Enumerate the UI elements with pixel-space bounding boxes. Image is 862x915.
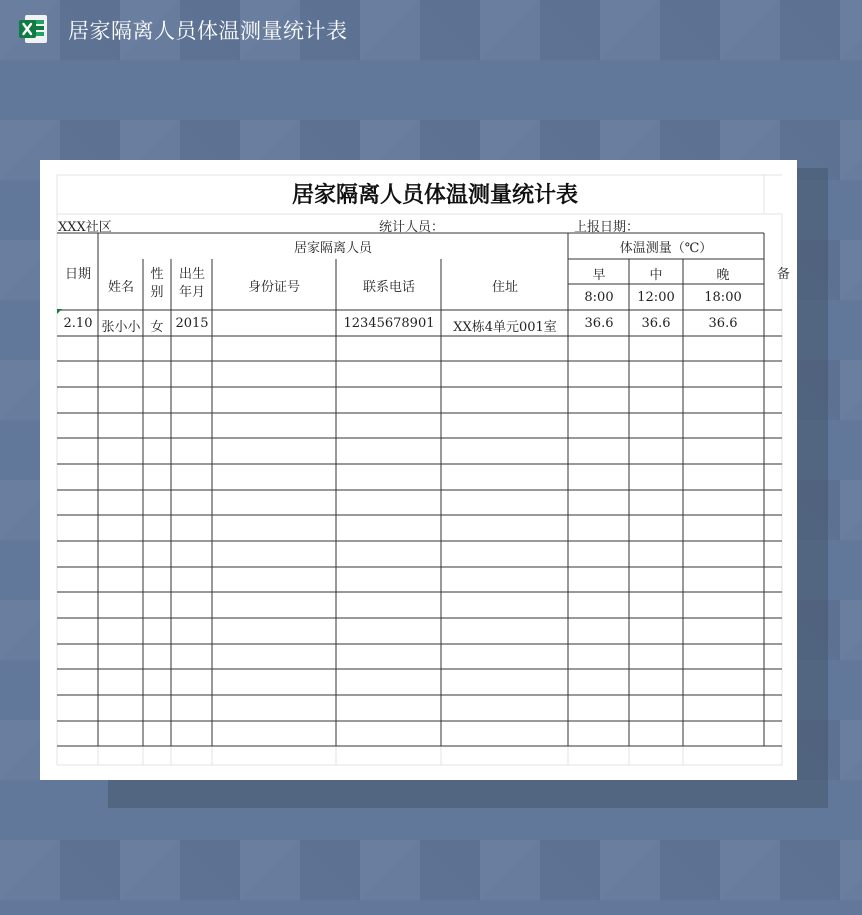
header-phone: 联系电话 [362, 280, 416, 295]
cell-birth[interactable]: 2015 [175, 316, 209, 331]
cell-temp-evening[interactable]: 36.6 [708, 316, 738, 331]
report-date-label: 上报日期： [574, 220, 640, 235]
header-id-number: 身份证号 [247, 280, 301, 295]
header-name: 姓名 [107, 280, 135, 295]
header-remark: 备 [777, 267, 791, 282]
excel-icon [16, 12, 50, 46]
header-address: 住址 [491, 280, 519, 295]
cell-temp-noon[interactable]: 36.6 [641, 316, 671, 331]
window-header [0, 0, 862, 58]
header-birth: 出生年月 [178, 267, 205, 300]
header-gender: 性别 [150, 267, 164, 300]
header-morning-time: 8:00 [584, 290, 614, 305]
cell-address[interactable]: XX栋4单元001室 [453, 320, 557, 335]
window-title: 居家隔离人员体温测量统计表 [68, 19, 348, 43]
header-noon: 中 [649, 268, 663, 283]
header-morning: 早 [592, 268, 606, 283]
cell-phone[interactable]: 12345678901 [343, 316, 435, 331]
header-evening-time: 18:00 [704, 290, 742, 305]
header-noon-time: 12:00 [637, 290, 675, 305]
cell-temp-morning[interactable]: 36.6 [584, 316, 614, 331]
header-group-person: 居家隔离人员 [293, 241, 373, 256]
stat-person-label: 统计人员： [379, 220, 445, 235]
cell-gender[interactable]: 女 [150, 320, 164, 335]
header-group-temp: 体温测量（℃） [619, 241, 713, 256]
cell-name[interactable]: 张小小 [101, 320, 141, 335]
cell-date[interactable]: 2.10 [63, 316, 93, 331]
community-label: XXX社区 [58, 220, 112, 235]
header-evening: 晚 [716, 268, 730, 283]
sheet-title: 居家隔离人员体温测量统计表 [291, 182, 579, 208]
cell-comment-marker [57, 309, 62, 314]
spreadsheet [40, 160, 797, 780]
header-date: 日期 [64, 267, 92, 282]
